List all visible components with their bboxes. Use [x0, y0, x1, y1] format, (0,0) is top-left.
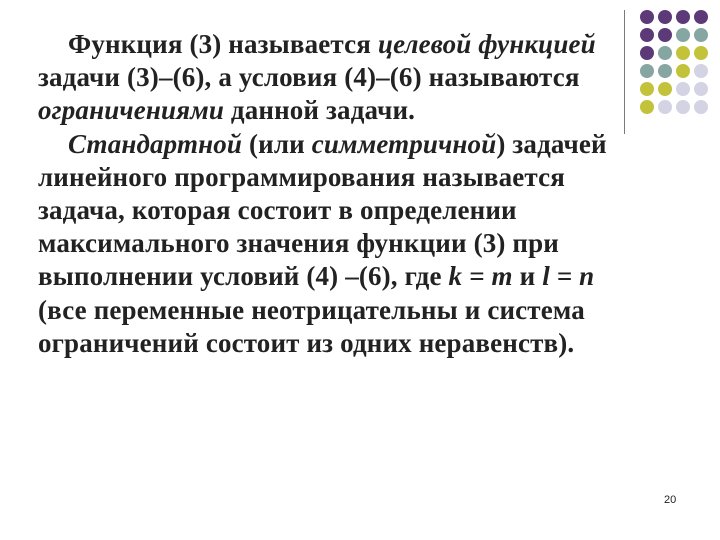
dot-purple-icon	[658, 28, 672, 42]
term-symmetric: симметричной	[311, 128, 497, 159]
text-run: (или	[242, 128, 312, 159]
dot-lavender-icon	[676, 82, 690, 96]
paragraph-standard-problem	[38, 128, 638, 360]
dot-olive-icon	[676, 64, 690, 78]
text-run: данной задачи.	[224, 95, 416, 126]
dot-teal-icon	[658, 64, 672, 78]
text-run: ) задачей линейного программирования называется задача, которая состоит в определении максимального значения функции (3) при выполнении условий (4) –(6), где	[38, 128, 607, 292]
dot-purple-icon	[640, 28, 654, 42]
dot-olive-icon	[658, 82, 672, 96]
dot-lavender-icon	[694, 64, 708, 78]
formula-k-equals-m: k = m	[448, 261, 513, 292]
dot-olive-icon	[676, 46, 690, 60]
dot-teal-icon	[676, 28, 690, 42]
dot-purple-icon	[640, 46, 654, 60]
dot-teal-icon	[640, 64, 654, 78]
paragraph-objective-function	[38, 28, 638, 128]
dot-teal-icon	[694, 28, 708, 42]
dot-lavender-icon	[694, 82, 708, 96]
dot-teal-icon	[658, 46, 672, 60]
dot-lavender-icon	[676, 100, 690, 114]
term-constraints: ограничениями	[38, 95, 225, 126]
dot-purple-icon	[640, 10, 654, 24]
dot-purple-icon	[676, 10, 690, 24]
dot-olive-icon	[694, 46, 708, 60]
dot-olive-icon	[640, 82, 654, 96]
dot-purple-icon	[658, 10, 672, 24]
text-run: задачи (3)–(6), а условия (4)–(6) называются	[38, 62, 580, 93]
dot-olive-icon	[640, 100, 654, 114]
page-number: 20	[664, 494, 677, 506]
dot-lavender-icon	[658, 100, 672, 114]
term-standard: Стандартной	[68, 128, 243, 159]
dot-grid-decoration	[640, 10, 720, 120]
term-objective-function: целевой функцией	[377, 29, 596, 59]
text-run: и	[512, 261, 543, 292]
text-run: (все переменные неотрицательны и система ограничений состоит из одних неравенств).	[38, 294, 585, 358]
text-run: Функция (3) называется	[68, 29, 378, 59]
dot-purple-icon	[694, 10, 708, 24]
dot-lavender-icon	[694, 100, 708, 114]
slide-body	[38, 28, 638, 360]
formula-l-equals-n: l = n	[542, 261, 595, 292]
